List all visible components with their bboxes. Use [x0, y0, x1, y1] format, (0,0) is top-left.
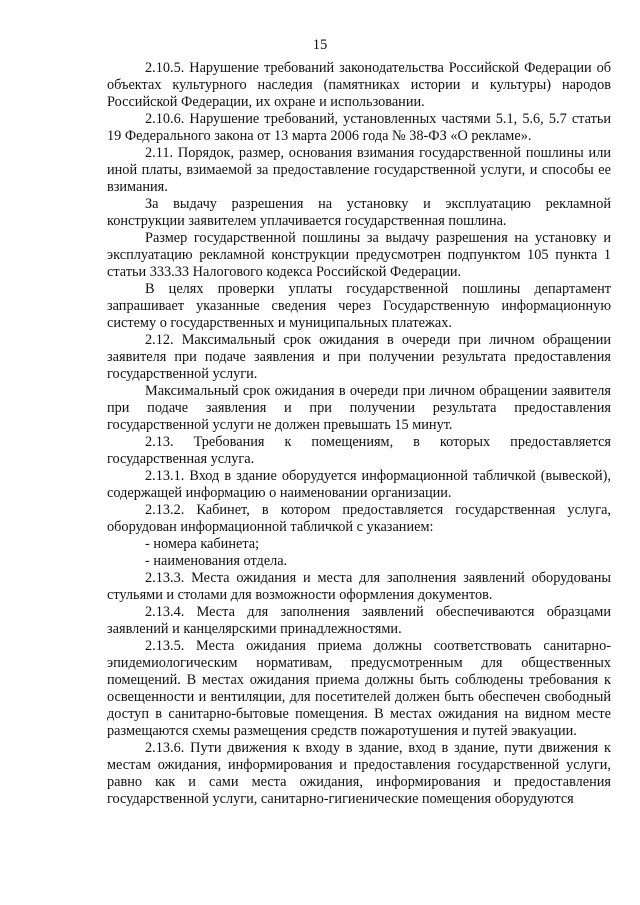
paragraph: 2.13.4. Места для заполнения заявлений обеспечиваются образцами заявлений и канцелярскими принадлежностями. [107, 604, 611, 637]
paragraph: 2.13. Требования к помещениям, в которых предоставляется государственная услуга. [107, 434, 611, 467]
paragraph: Размер государственной пошлины за выдачу разрешения на установку и эксплуатацию рекламной конструкции предусмотрен подпунктом 105 пункта 1 статьи 333.33 Налогового кодекса Российской Федерации. [107, 230, 611, 280]
paragraph: 2.13.2. Кабинет, в котором предоставляется государственная услуга, оборудован информационной табличкой с указанием: [107, 502, 611, 535]
document-body [107, 60, 611, 808]
paragraph: 2.13.1. Вход в здание оборудуется информационной табличкой (вывеской), содержащей информацию о наименовании организации. [107, 468, 611, 501]
paragraph: 2.13.6. Пути движения к входу в здание, вход в здание, пути движения к местам ожидания, информирования и предоставления государственной услуги, равно как и сами места ожидания, информирования и предоставления государственной услуги, санитарно-гигиенические помещения оборудуются [107, 740, 611, 807]
paragraph: 2.11. Порядок, размер, основания взимания государственной пошлины или иной платы, взимаемой за предоставление государственной услуги, и способы ее взимания. [107, 145, 611, 195]
paragraph: 2.10.6. Нарушение требований, установленных частями 5.1, 5.6, 5.7 статьи 19 Федерального закона от 13 марта 2006 года № 38-ФЗ «О рекламе». [107, 111, 611, 144]
paragraph: В целях проверки уплаты государственной пошлины департамент запрашивает указанные сведения через Государственную информационную систему о государственных и муниципальных платежах. [107, 281, 611, 331]
list-item: - номера кабинета; [145, 536, 260, 552]
paragraph: 2.12. Максимальный срок ожидания в очереди при личном обращении заявителя при подаче заявления и при получении результата предоставления государственной услуги. [107, 332, 611, 382]
list-item: - наименования отдела. [145, 553, 288, 569]
paragraph: 2.13.5. Места ожидания приема должны соответствовать санитарно-эпидемиологическим нормативам, предусмотренным для общественных помещений. В местах ожидания приема должны быть соблюдены требования к освещенности и вентиляции, для посетителей должен быть обеспечен свободный доступ в санитарно-бытовые помещения. В местах ожидания на видном месте размещаются схемы размещения средств пожаротушения и путей эвакуации. [107, 638, 611, 739]
page-number: 15 [312, 37, 328, 53]
paragraph: 2.10.5. Нарушение требований законодательства Российской Федерации об объектах культурного наследия (памятниках истории и культуры) народов Российской Федерации, их охране и использовании. [107, 60, 611, 110]
paragraph: 2.13.3. Места ожидания и места для заполнения заявлений оборудованы стульями и столами для возможности оформления документов. [107, 570, 611, 603]
paragraph: Максимальный срок ожидания в очереди при личном обращении заявителя при подаче заявления и при получении результата предоставления государственной услуги не должен превышать 15 минут. [107, 383, 611, 433]
paragraph: За выдачу разрешения на установку и эксплуатацию рекламной конструкции заявителем уплачивается государственная пошлина. [107, 196, 611, 229]
